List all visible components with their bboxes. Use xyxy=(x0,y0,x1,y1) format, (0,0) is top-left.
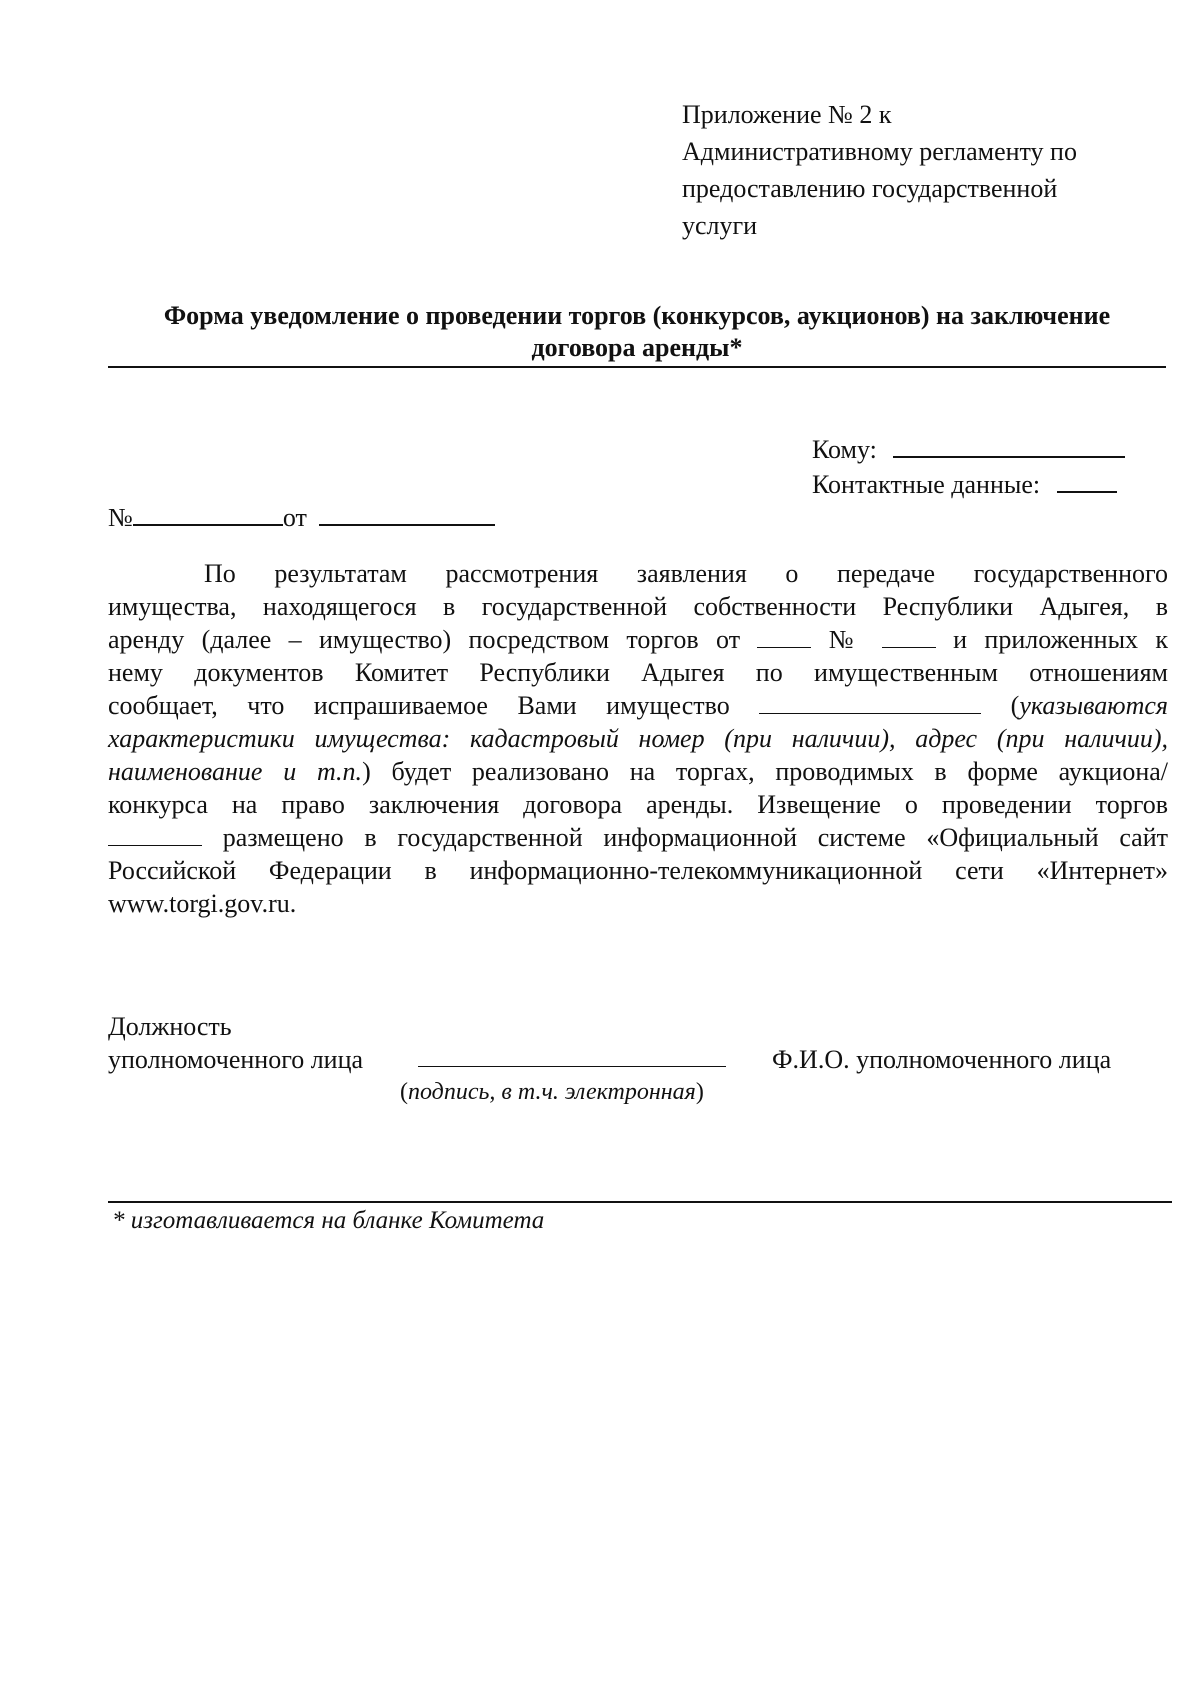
signatory-fio: Ф.И.О. уполномоченного лица xyxy=(772,1045,1112,1074)
number-blank-field[interactable] xyxy=(133,500,283,526)
document-title xyxy=(108,300,1166,364)
appendix-line: предоставлению государственной xyxy=(682,174,1058,203)
footnote-rule xyxy=(108,1201,1172,1203)
title-line: Форма уведомление о проведении торгов (конкурсов, аукционов) на заключение xyxy=(163,301,1111,330)
appendix-line: Административному регламенту по xyxy=(682,137,1077,166)
property-blank[interactable] xyxy=(759,691,981,714)
appendix-line: Приложение № 2 к xyxy=(682,100,892,129)
body-line: характеристики имущества: кадастровый номер (при наличии), адрес (при наличии), xyxy=(108,724,1168,753)
application-date-blank[interactable] xyxy=(757,625,811,648)
recipient-block xyxy=(812,432,1125,502)
body-line: аренду (далее – имущество) посредством торгов от № и приложенных к xyxy=(108,625,1169,654)
contact-label: Контактные данные: xyxy=(812,470,1041,499)
title-line: договора аренды* xyxy=(531,333,743,362)
body-line: Российской Федерации в информационно-телекоммуникационной сети «Интернет» xyxy=(108,856,1168,885)
body-line: www.torgi.gov.ru. xyxy=(108,889,297,918)
body-line: нему документов Комитет Республики Адыгея по имущественным отношениям xyxy=(108,658,1168,687)
appendix-line: услуги xyxy=(682,211,758,240)
to-blank-field[interactable] xyxy=(893,432,1125,458)
contact-blank-field[interactable] xyxy=(1057,467,1117,493)
body-line: По результатам рассмотрения заявления о передаче государственного xyxy=(204,559,1168,588)
date-blank-field[interactable] xyxy=(319,500,495,526)
body-line: наименование и т.п.) будет реализовано на торгах, проводимых в форме аукциона/ xyxy=(108,757,1168,786)
body-line: размещено в государственной информационной системе «Официальный сайт xyxy=(108,821,1168,854)
recipient-to-row xyxy=(812,432,1125,467)
signatory-position: Должность уполномоченного лица xyxy=(108,1012,364,1074)
body-line: имущества, находящегося в государственной собственности Республики Адыгея, в xyxy=(108,592,1168,621)
signature-caption: (подпись, в т.ч. электронная) xyxy=(400,1079,704,1105)
signature-line[interactable] xyxy=(418,1066,726,1067)
footnote: * изготавливается на бланке Комитета xyxy=(112,1207,545,1234)
notice-blank[interactable] xyxy=(108,823,202,846)
notification-body xyxy=(108,557,1168,920)
body-line: сообщает, что испрашиваемое Вами имущество (указываются xyxy=(108,691,1168,720)
document-number-line xyxy=(108,500,495,535)
title-underline xyxy=(108,366,1166,368)
number-label: № xyxy=(108,503,133,532)
appendix-header xyxy=(682,96,1142,244)
application-number-blank[interactable] xyxy=(882,625,936,648)
recipient-contact-row xyxy=(812,467,1125,502)
to-label: Кому: xyxy=(812,435,877,464)
body-line: конкурса на право заключения договора аренды. Извещение о проведении торгов xyxy=(108,790,1168,819)
from-label: от xyxy=(282,503,307,532)
